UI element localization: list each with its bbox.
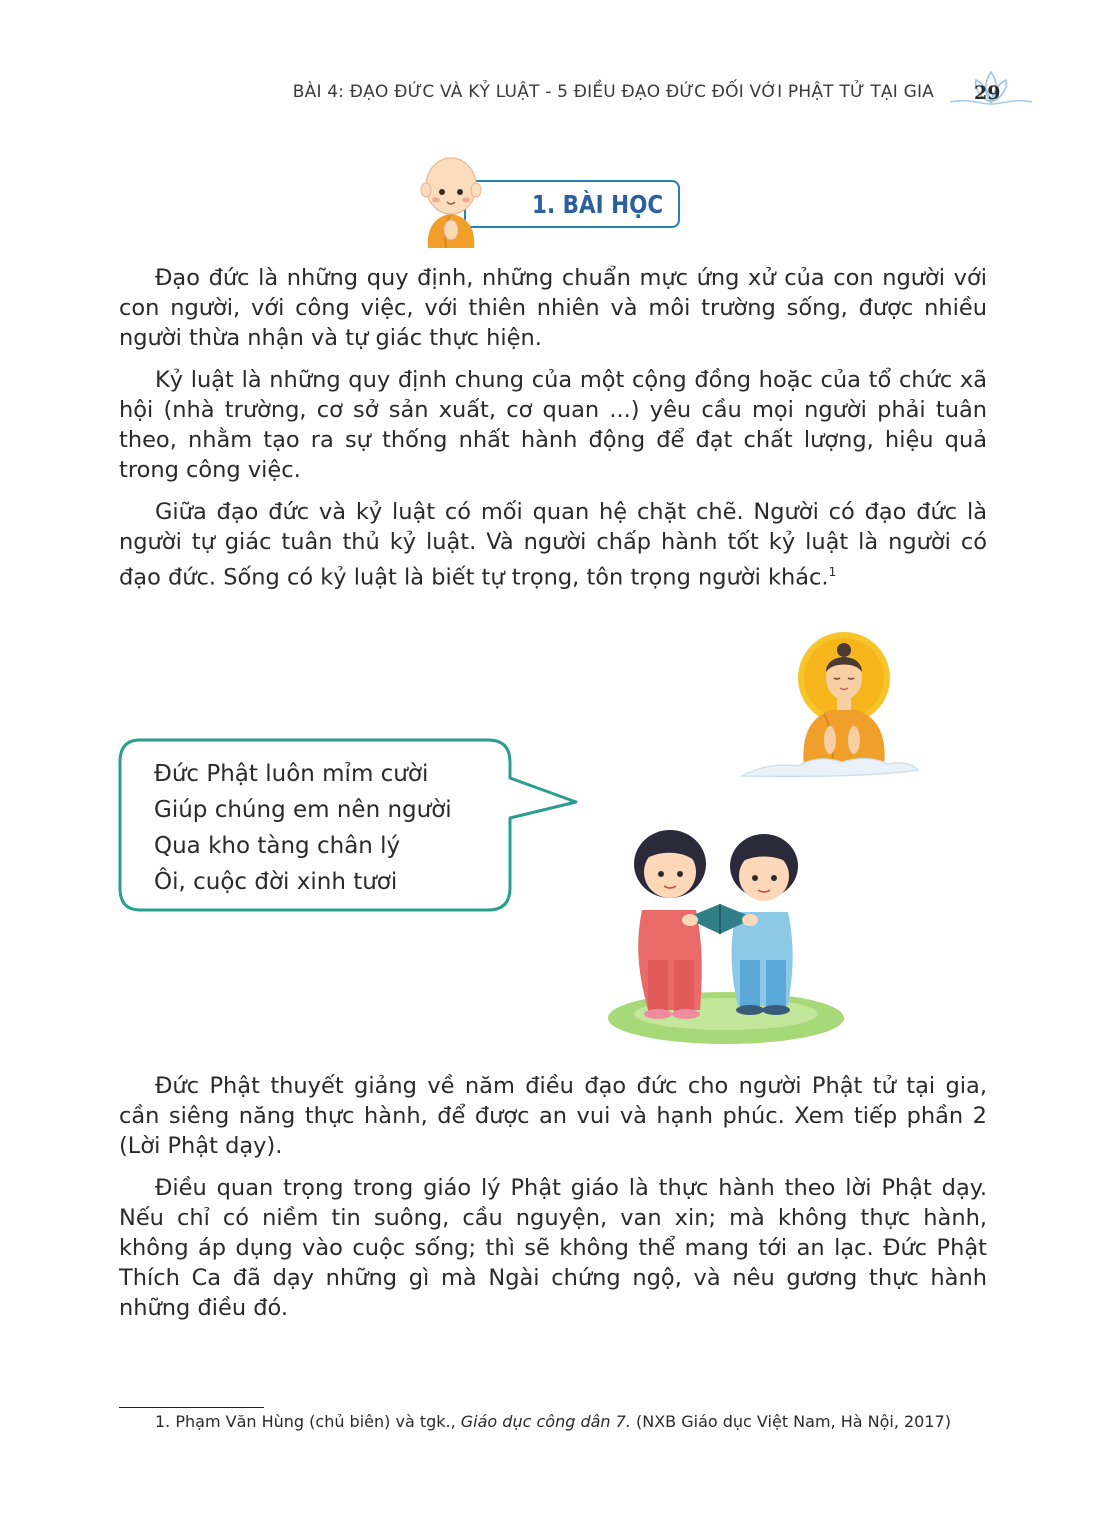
footnote bbox=[155, 1412, 951, 1431]
paragraph-discipline: Kỷ luật là những quy định chung của một cộng đồng hoặc của tổ chức xã hội (nhà trường, cơ sở sản xuất, cơ quan ...) yêu cầu mọi người phải tuân theo, nhằm tạo ra sự thống nhất hành động để đạt chất lượng, hiệu quả trong công việc. bbox=[119, 367, 987, 483]
footnote-suffix: (NXB Giáo dục Việt Nam, Hà Nội, 2017) bbox=[630, 1412, 951, 1431]
children-reading-illustration bbox=[604, 800, 854, 1050]
paragraph-five-precepts: Đức Phật thuyết giảng về năm điều đạo đức cho người Phật tử tại gia, cần siêng năng thực hành, để được an vui và hạnh phúc. Xem tiếp phần 2 (Lời Phật dạy). bbox=[119, 1073, 987, 1159]
lesson-title: 1. BÀI HỌC bbox=[532, 190, 664, 219]
lesson-banner bbox=[420, 150, 690, 250]
paragraph-relationship bbox=[119, 497, 987, 593]
poem-line: Giúp chúng em nên người bbox=[154, 797, 452, 823]
paragraph-ethics: Đạo đức là những quy định, những chuẩn mực ứng xử của con người với con người, với công việc, với thiên nhiên và môi trường sống, được nhiều người thừa nhận và tự giác thực hiện. bbox=[119, 265, 987, 351]
buddha-illustration bbox=[738, 616, 922, 786]
paragraph-practice: Điều quan trọng trong giáo lý Phật giáo là thực hành theo lời Phật dạy. Nếu chỉ có niềm tin suông, cầu nguyện, van xin; mà không thực hành, không áp dụng vào cuộc sống; thì sẽ không thể mang tới an lạc. Đức Phật Thích Ca đã dạy những gì mà Ngài chứng ngộ, và nêu gương thực hành những điều đó. bbox=[119, 1175, 987, 1321]
footnote-marker[interactable]: 1 bbox=[828, 565, 837, 579]
page-number: 29 bbox=[974, 82, 1001, 104]
footnote-book-title: Giáo dục công dân 7. bbox=[460, 1412, 631, 1431]
footnote-prefix: 1. Phạm Văn Hùng (chủ biên) và tgk., bbox=[155, 1412, 461, 1431]
speech-bubble bbox=[118, 738, 588, 913]
poem-line: Qua kho tàng chân lý bbox=[154, 833, 401, 859]
chapter-title: BÀI 4: ĐẠO ĐỨC VÀ KỶ LUẬT - 5 ĐIỀU ĐẠO ĐỨC ĐỐI VỚI PHẬT TỬ TẠI GIA bbox=[292, 82, 934, 102]
paragraph-relationship-text: Giữa đạo đức và kỷ luật có mối quan hệ chặt chẽ. Người có đạo đức là người tự giác tuân thủ kỷ luật. Và người chấp hành tốt kỷ luật là người có đạo đức. Sống có kỷ luật là biết tự trọng, tôn trọng người khác. bbox=[119, 499, 987, 591]
footnote-divider bbox=[119, 1407, 264, 1408]
poem-line: Đức Phật luôn mỉm cười bbox=[154, 761, 429, 787]
poem bbox=[154, 756, 452, 900]
lesson-title-box bbox=[464, 180, 680, 228]
monk-mascot bbox=[420, 150, 482, 250]
poem-line: Ôi, cuộc đời xinh tươi bbox=[154, 869, 398, 895]
page-header bbox=[0, 78, 1106, 118]
